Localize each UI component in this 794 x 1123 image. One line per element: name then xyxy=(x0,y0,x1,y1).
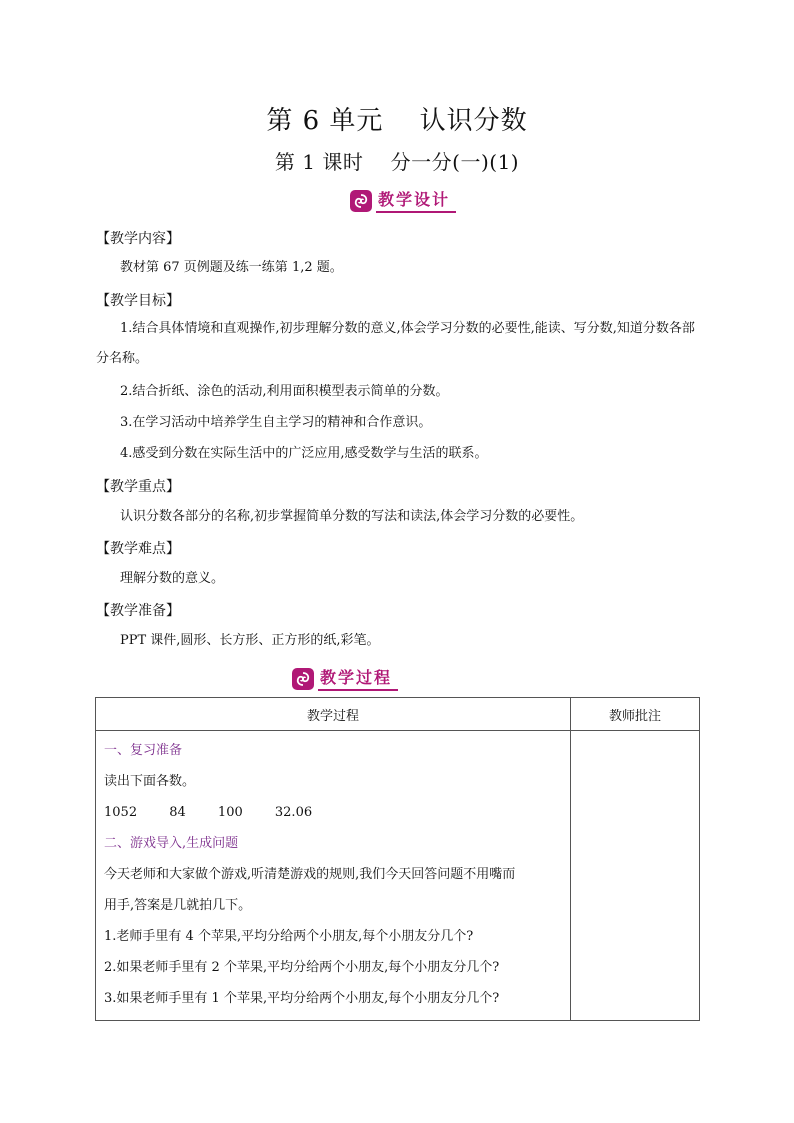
col-header-process: 教学过程 xyxy=(96,698,571,731)
key-label: 【教学重点】 xyxy=(96,479,180,495)
design-banner-label: 教学设计 xyxy=(376,190,456,213)
step2-text-line2: 用手,答案是几就拍几下。 xyxy=(104,898,252,913)
goal-4: 4.感受到分数在实际生活中的广泛应用,感受数学与生活的联系。 xyxy=(120,446,488,461)
question-1: 1.老师手里有 4 个苹果,平均分给两个小朋友,每个小朋友分几个? xyxy=(104,929,474,944)
prep-label: 【教学准备】 xyxy=(96,603,180,619)
table-row xyxy=(96,731,700,1021)
step2-text-line1: 今天老师和大家做个游戏,听清楚游戏的规则,我们今天回答问题不用嘴而 xyxy=(104,867,516,882)
difficulty-label: 【教学难点】 xyxy=(96,541,180,557)
goal-1: 1.结合具体情境和直观操作,初步理解分数的意义,体会学习分数的必要性,能读、写分数,知道分数各部分名称。 xyxy=(96,321,695,366)
table-header-row xyxy=(96,698,700,731)
goal-2: 2.结合折纸、涂色的活动,利用面积模型表示简单的分数。 xyxy=(120,384,449,399)
design-banner xyxy=(350,188,456,214)
step1-text: 读出下面各数。 xyxy=(104,774,196,789)
key-text: 认识分数各部分的名称,初步掌握简单分数的写法和读法,体会学习分数的必要性。 xyxy=(120,509,584,524)
number-item: 32.06 xyxy=(274,805,313,820)
difficulty-text: 理解分数的意义。 xyxy=(120,571,225,586)
swirl-logo-icon xyxy=(350,190,372,212)
process-cell xyxy=(96,731,571,1021)
process-banner-label: 教学过程 xyxy=(318,668,398,691)
goals-label: 【教学目标】 xyxy=(96,293,180,309)
prep-text: PPT 课件,圆形、长方形、正方形的纸,彩笔。 xyxy=(120,633,380,648)
swirl-logo-icon xyxy=(292,668,314,690)
teacher-notes-cell xyxy=(571,731,700,1021)
step1-heading: 一、复习准备 xyxy=(104,743,183,758)
process-banner xyxy=(292,666,398,692)
content-text: 教材第 67 页例题及练一练第 1,2 题。 xyxy=(120,260,343,275)
step2-heading: 二、游戏导入,生成问题 xyxy=(104,836,239,851)
number-item: 1052 xyxy=(104,805,138,820)
goal-3: 3.在学习活动中培养学生自主学习的精神和合作意识。 xyxy=(120,415,432,430)
number-item: 84 xyxy=(169,805,186,820)
col-header-notes: 教师批注 xyxy=(571,698,700,731)
lesson-title: 第 1 课时 分一分(一)(1) xyxy=(274,150,520,174)
question-2: 2.如果老师手里有 2 个苹果,平均分给两个小朋友,每个小朋友分几个? xyxy=(104,960,500,975)
number-list xyxy=(104,797,562,828)
unit-title: 第 6 单元 认识分数 xyxy=(266,106,528,136)
question-3: 3.如果老师手里有 1 个苹果,平均分给两个小朋友,每个小朋友分几个? xyxy=(104,991,500,1006)
process-table xyxy=(95,697,700,1021)
content-label: 【教学内容】 xyxy=(96,231,180,247)
number-item: 100 xyxy=(217,805,243,820)
